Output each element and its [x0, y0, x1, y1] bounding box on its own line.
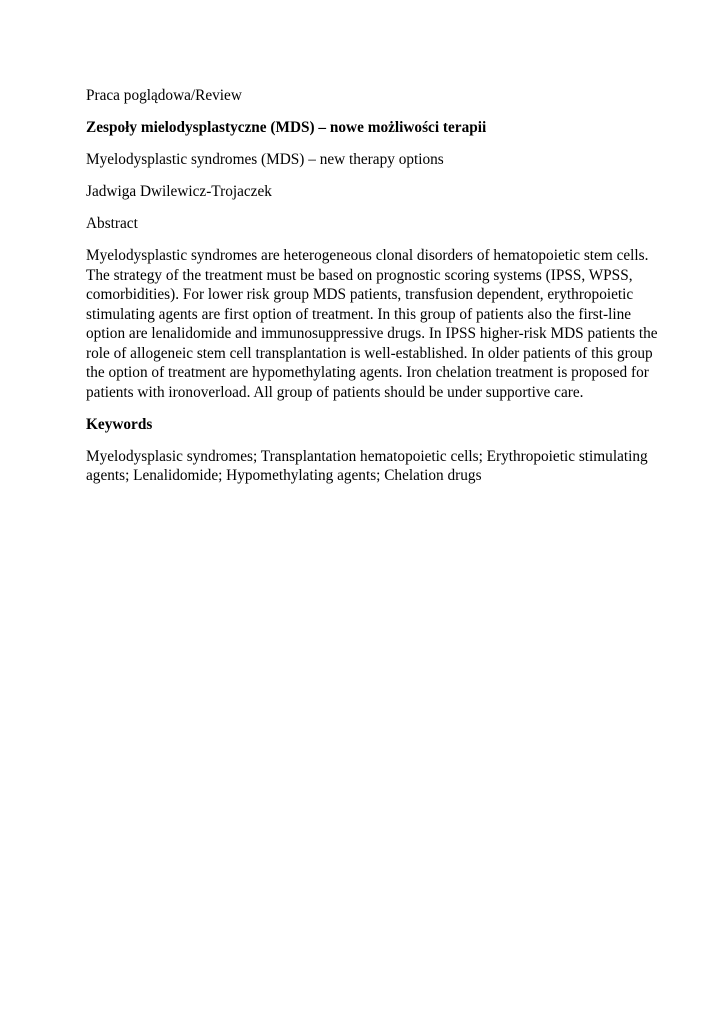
- abstract-line: option are lenalidomide and immunosuppressive drugs. In IPSS higher-risk MDS patients the: [86, 325, 658, 342]
- title-english: Myelodysplastic syndromes (MDS) – new therapy options: [86, 151, 444, 168]
- keywords-heading: Keywords: [86, 415, 153, 433]
- abstract-line: comorbidities). For lower risk group MDS patients, transfusion dependent, erythropoietic: [86, 286, 634, 303]
- abstract-line: patients with ironoverload. All group of patients should be under supportive care.: [86, 383, 584, 401]
- abstract-line: The strategy of the treatment must be based on prognostic scoring systems (IPSS, WPSS,: [86, 266, 633, 284]
- article-type: Praca poglądowa/Review: [86, 87, 242, 104]
- abstract-line: Myelodysplastic syndromes are heterogeneous clonal disorders of hematopoietic stem cells.: [86, 247, 649, 264]
- author: Jadwiga Dwilewicz-Trojaczek: [86, 183, 272, 200]
- abstract-text: [86, 246, 658, 402]
- keywords-text: [86, 447, 648, 486]
- keywords-line: agents; Lenalidomide; Hypomethylating agents; Chelation drugs: [86, 467, 482, 484]
- abstract-line: role of allogeneic stem cell transplantation is well-established. In older patients of this group: [86, 344, 653, 362]
- abstract-line: the option of treatment are hypomethylating agents. Iron chelation treatment is proposed for: [86, 364, 649, 381]
- title-polish: Zespoły mielodysplastyczne (MDS) – nowe możliwości terapii: [86, 119, 487, 136]
- abstract-heading: Abstract: [86, 215, 138, 232]
- keywords-line: Myelodysplasic syndromes; Transplantation hematopoietic cells; Erythropoietic stimulating: [86, 447, 648, 465]
- abstract-line: stimulating agents are first option of treatment. In this group of patients also the first-line: [86, 305, 632, 323]
